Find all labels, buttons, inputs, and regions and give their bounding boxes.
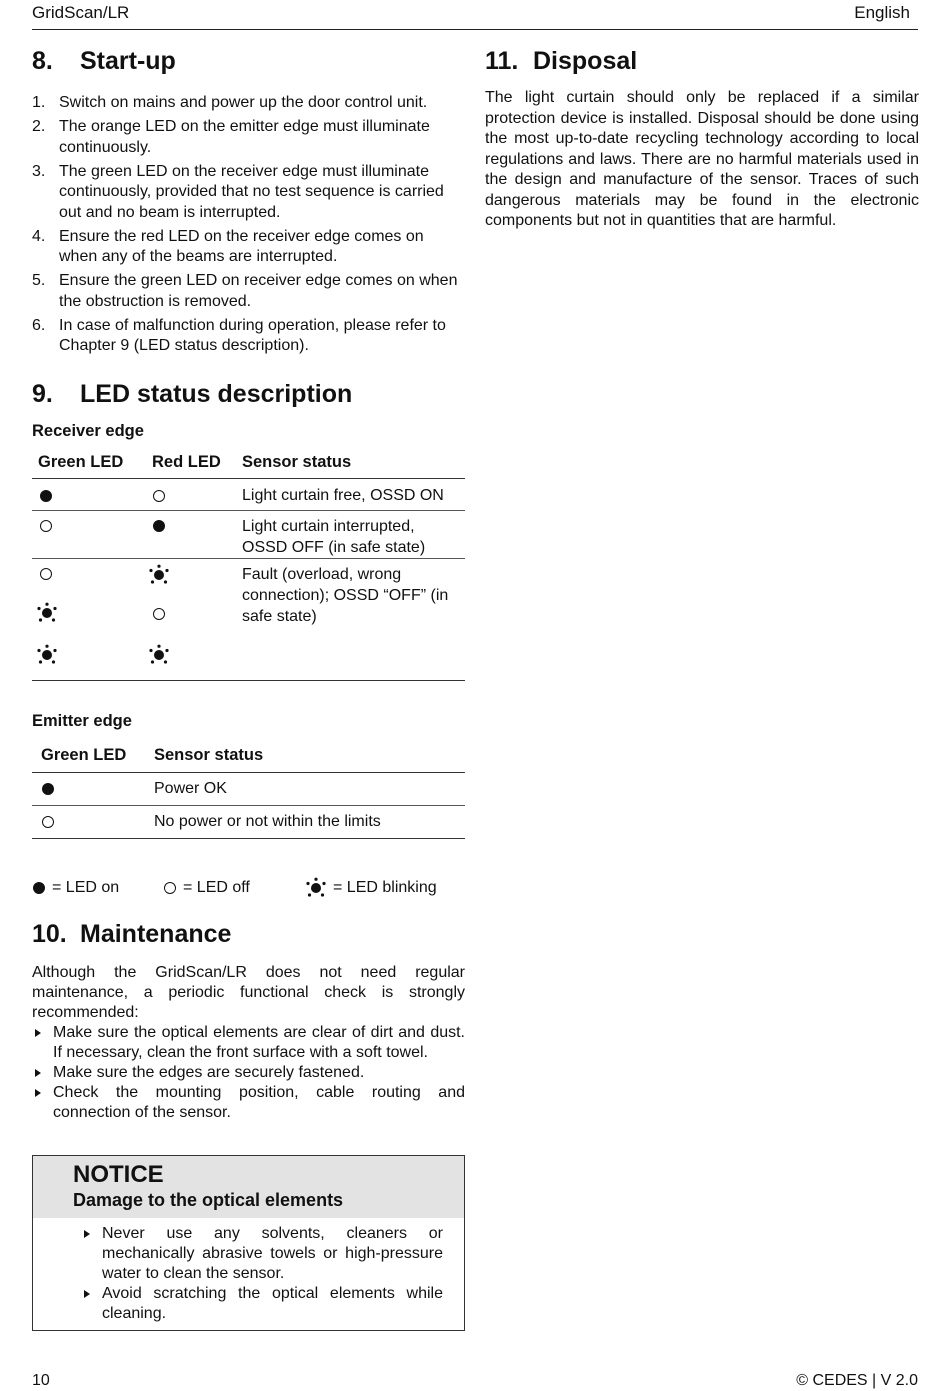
step-number: 2. (32, 118, 46, 135)
table-header (32, 742, 465, 773)
led-off-icon (163, 881, 177, 895)
disposal-text: The light curtain should only be replaced if a similar protection device is installed. Disposal should be done using the most up-to-date recycling technology according to local regulations and laws. There are no harmful materials used in the design and manufacture of the sensor. Traces of such dangerous materials may be found in the electronic components but not in quantities that are harmful. (485, 89, 919, 229)
list-item: Make sure the edges are securely fastened. (32, 1063, 465, 1083)
page-header (32, 0, 918, 30)
led-blinking-icon (148, 564, 170, 586)
status-text: Light curtain free, OSSD ON (242, 487, 444, 504)
footer-brand: © CEDES | V 2.0 (796, 1372, 918, 1389)
list-item: Avoid scratching the optical elements while cleaning. (81, 1284, 443, 1324)
list-item: Never use any solvents, cleaners or mechanically abrasive towels or high-pressure water to clean the sensor. (81, 1224, 443, 1284)
step-number: 1. (32, 94, 46, 111)
receiver-table (32, 448, 465, 681)
led-off-icon (39, 519, 53, 533)
led-legend (32, 876, 465, 900)
notice-subtitle: Damage to the optical elements (73, 1190, 344, 1210)
emitter-table (32, 742, 465, 839)
led-on-icon (39, 489, 53, 503)
led-blinking-icon (36, 602, 58, 624)
status-text: Power OK (154, 780, 227, 797)
section-number: 9. (32, 380, 53, 408)
section-startup (32, 47, 465, 360)
page-number: 10 (32, 1372, 50, 1389)
receiver-edge-title: Receiver edge (32, 422, 144, 440)
section-disposal (485, 47, 919, 232)
col-header-status: Sensor status (154, 746, 264, 764)
led-on-icon (41, 782, 55, 796)
section-maintenance (32, 920, 465, 1123)
status-text: Light curtain interrupted, OSSD OFF (in safe state) (242, 518, 426, 556)
notice-label: NOTICE (73, 1161, 164, 1188)
table-header (32, 448, 465, 479)
col-header-status: Sensor status (242, 453, 352, 471)
step-number: 5. (32, 272, 46, 289)
list-item (32, 117, 460, 158)
step-text: The green LED on the receiver edge must illuminate continuously, provided that no test sequence is carried out and no beam is interrupted. (59, 162, 444, 221)
language-label: English (854, 3, 910, 22)
list-item (32, 271, 460, 312)
step-number: 4. (32, 227, 46, 245)
led-blinking-icon (305, 877, 327, 899)
section-title: LED status description (80, 380, 353, 408)
step-number: 6. (32, 316, 46, 334)
list-item (32, 162, 460, 224)
section-heading (32, 380, 465, 409)
step-number: 3. (32, 162, 46, 180)
col-header-green: Green LED (38, 453, 124, 471)
section-heading (32, 47, 465, 76)
section-title: Maintenance (80, 920, 232, 948)
step-text: Ensure the green LED on receiver edge comes on when the obstruction is removed. (59, 272, 458, 310)
table-row-group (32, 559, 465, 681)
section-number: 8. (32, 47, 53, 75)
col-header-red: Red LED (152, 453, 221, 471)
notice-box (32, 1155, 465, 1331)
list-item (32, 227, 460, 268)
legend-off-text: = LED off (183, 879, 250, 896)
section-heading (32, 920, 465, 949)
table-row (32, 806, 465, 839)
status-text: No power or not within the limits (154, 813, 381, 830)
emitter-edge-title: Emitter edge (32, 712, 132, 730)
status-text: Fault (overload, wrong connection); OSSD “OFF” (in safe state) (242, 566, 449, 625)
product-name: GridScan/LR (32, 3, 130, 22)
notice-header (33, 1156, 464, 1218)
list-item: Make sure the optical elements are clear of dirt and dust. If necessary, clean the front surface with a soft towel. (32, 1023, 465, 1063)
maintenance-intro: Although the GridScan/LR does not need regular maintenance, a periodic functional check is strongly recommended: (32, 964, 465, 1021)
section-led-status (32, 380, 465, 409)
list-item: Check the mounting position, cable routing and connection of the sensor. (32, 1083, 465, 1123)
table-row (32, 479, 465, 511)
legend-blinking-text: = LED blinking (333, 879, 437, 896)
led-off-icon (152, 489, 166, 503)
led-on-icon (32, 881, 46, 895)
led-blinking-icon (36, 644, 58, 666)
step-text: In case of malfunction during operation, please refer to Chapter 9 (LED status description). (59, 316, 446, 354)
led-off-icon (39, 567, 53, 581)
led-off-icon (41, 815, 55, 829)
section-title: Disposal (533, 47, 638, 75)
list-item (32, 93, 460, 114)
section-number: 10. (32, 920, 67, 948)
col-header-green: Green LED (41, 746, 127, 764)
section-heading (485, 47, 919, 76)
led-blinking-icon (148, 644, 170, 666)
step-text: Ensure the red LED on the receiver edge comes on when any of the beams are interrupted. (59, 227, 424, 265)
step-text: The orange LED on the emitter edge must illuminate continuously. (59, 118, 430, 156)
step-text: Switch on mains and power up the door control unit. (59, 94, 428, 111)
section-number: 11. (485, 47, 519, 75)
led-off-icon (152, 607, 166, 621)
table-row (32, 511, 465, 559)
list-item (32, 316, 460, 357)
maintenance-bullets (32, 1023, 465, 1123)
startup-steps (32, 93, 460, 357)
legend-on-text: = LED on (52, 879, 120, 896)
notice-bullets (81, 1224, 443, 1324)
section-title: Start-up (80, 47, 176, 75)
table-row (32, 773, 465, 806)
led-on-icon (152, 519, 166, 533)
